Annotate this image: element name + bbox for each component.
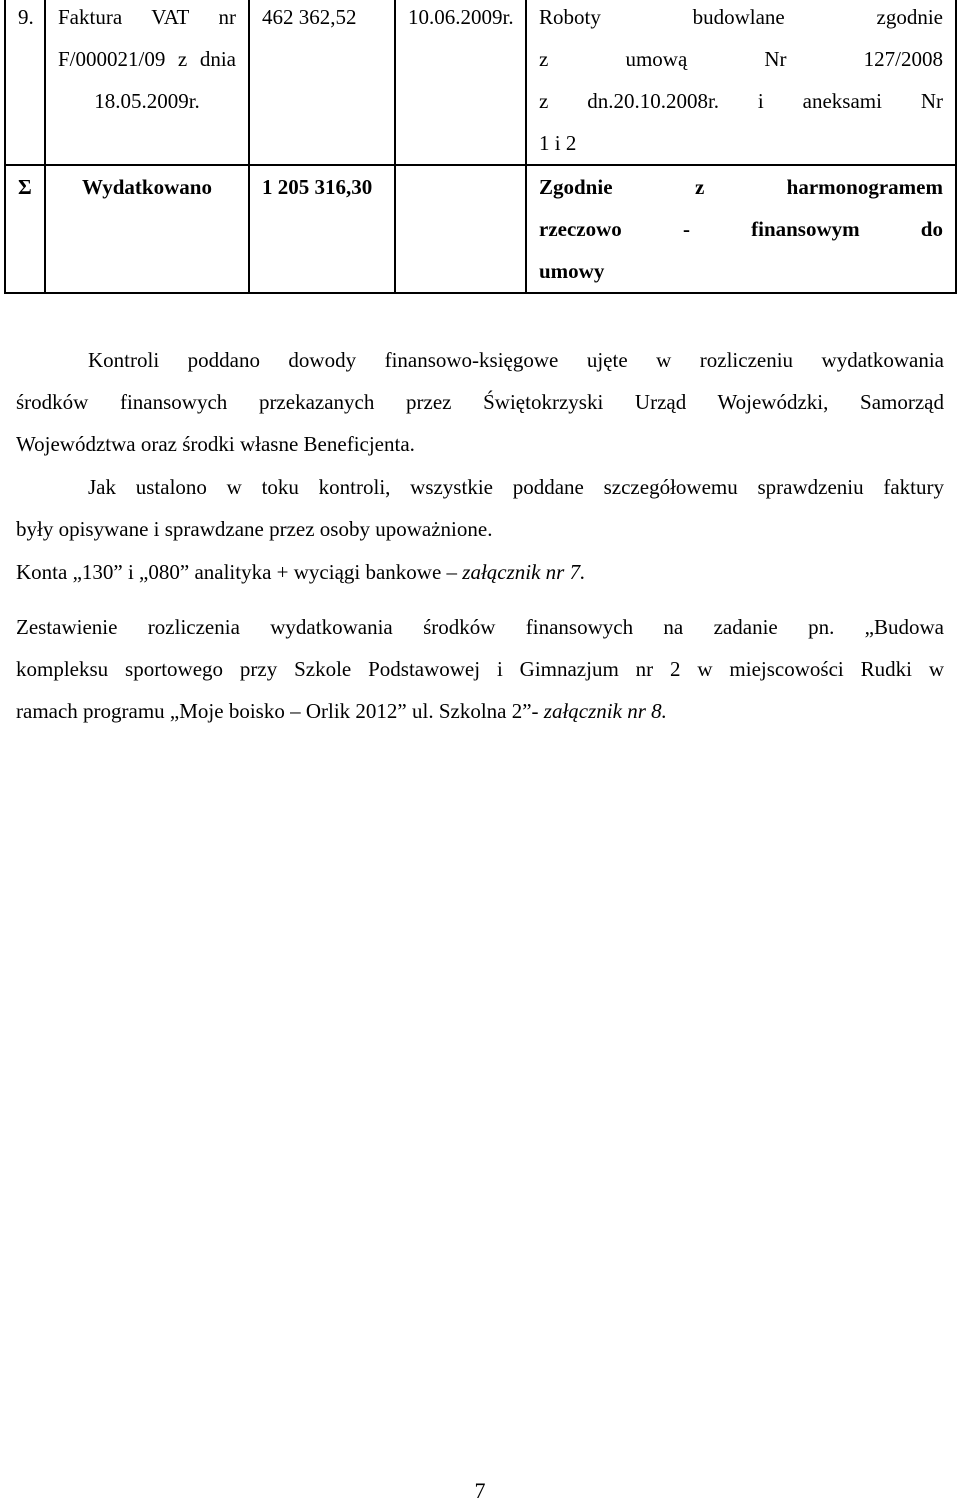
amount-cell: [249, 0, 395, 165]
amount-value: 462 362,52: [262, 5, 357, 29]
description-line: z dn.20.10.2008r. i aneksami Nr: [539, 89, 943, 113]
paragraph-line: [16, 551, 944, 593]
summary-description-line: Zgodnie z harmonogramem: [539, 175, 943, 199]
description-cell: [526, 0, 956, 165]
summary-description-cell: [526, 165, 956, 293]
paragraph-line: Zestawienie rozliczenia wydatkowania środków finansowych na zadanie pn. „Budowa: [16, 615, 944, 639]
paragraph-line: środków finansowych przekazanych przez Świętokrzyski Urząd Wojewódzki, Samorząd: [16, 390, 944, 414]
summary-amount: 1 205 316,30: [262, 175, 373, 199]
paragraph-invoices-verified: [16, 466, 944, 550]
document-cell: [45, 0, 249, 165]
description-line: z umową Nr 127/2008: [539, 47, 943, 71]
row-number-cell: [5, 0, 45, 165]
summary-label: Wydatkowano: [82, 175, 212, 199]
accounts-text: Konta „130” i „080” analityka + wyciągi bankowe –: [16, 560, 463, 584]
document-line: 18.05.2009r.: [94, 89, 200, 113]
paragraph-accounts: [16, 551, 944, 593]
paragraph-line: Kontroli poddano dowody finansowo-księgowe ujęte w rozliczeniu wydatkowania: [88, 348, 944, 372]
summary-symbol-cell: [5, 165, 45, 293]
sigma-symbol: Σ: [18, 175, 32, 199]
paragraph-settlement-summary: [16, 606, 944, 732]
summary-amount-cell: [249, 165, 395, 293]
document-line: Faktura VAT nr: [58, 5, 236, 29]
row-number: 9.: [18, 5, 34, 29]
attachment-8-reference: załącznik nr 8.: [543, 699, 667, 723]
paragraph-documents-checked: [16, 339, 944, 465]
document-line: F/000021/09 z dnia: [58, 47, 236, 71]
attachment-7-reference: załącznik nr 7.: [462, 560, 586, 584]
paragraph-line: Województwa oraz środki własne Beneficjenta.: [16, 432, 415, 456]
description-line: 1 i 2: [539, 131, 577, 155]
date-value: 10.06.2009r.: [408, 5, 514, 29]
table-row: [5, 0, 956, 165]
summary-description-line: umowy: [539, 259, 605, 283]
page-number: 7: [474, 1478, 486, 1503]
paragraph-line: kompleksu sportowego przy Szkole Podstawowej i Gimnazjum nr 2 w miejscowości Rudki w: [16, 657, 944, 681]
paragraph-line: były opisywane i sprawdzane przez osoby upoważnione.: [16, 517, 493, 541]
summary-label-cell: [45, 165, 249, 293]
date-cell: [395, 0, 526, 165]
summary-description-line: rzeczowo - finansowym do: [539, 217, 943, 241]
settlement-text: ramach programu „Moje boisko – Orlik 2012” ul. Szkolna 2”-: [16, 699, 544, 723]
summary-date-cell: [395, 165, 526, 293]
expenditure-table: [4, 0, 957, 294]
paragraph-line: Jak ustalono w toku kontroli, wszystkie poddane szczegółowemu sprawdzeniu faktury: [88, 475, 944, 499]
summary-row: [5, 165, 956, 293]
description-line: Roboty budowlane zgodnie: [539, 5, 943, 29]
paragraph-line: [16, 690, 944, 732]
